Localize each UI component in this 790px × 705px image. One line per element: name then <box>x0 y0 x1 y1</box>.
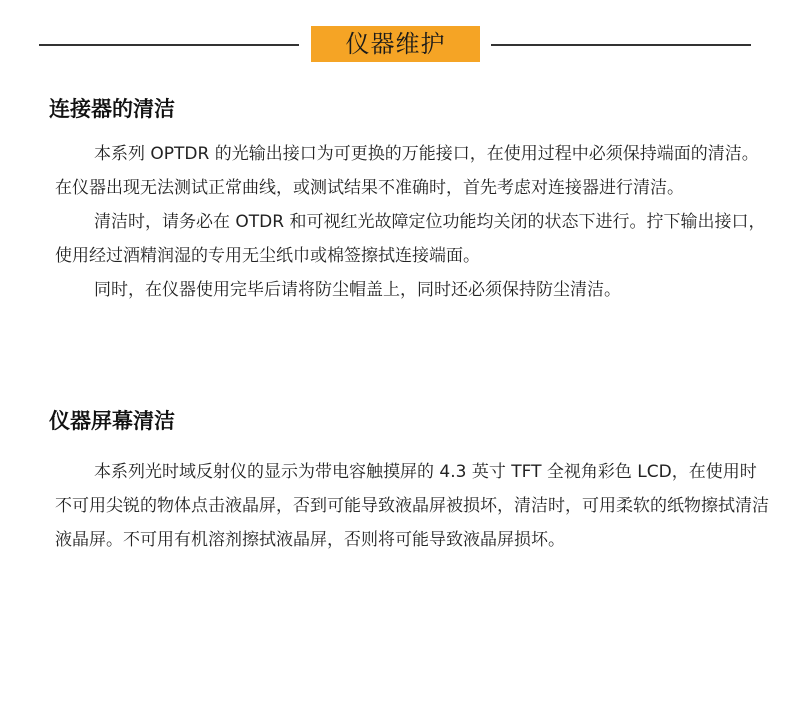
header-divider-right <box>491 44 751 46</box>
page-title: 仪器维护 <box>311 26 480 62</box>
paragraph: 同时，在仪器使用完毕后请将防尘帽盖上，同时还必须保持防尘清洁。 <box>94 280 621 300</box>
section-body-screen-cleaning <box>55 455 770 557</box>
paragraph: 本系列 OPTDR 的光输出接口为可更换的万能接口，在使用过程中必须保持端面的清洁。在仪器出现无法测试正常曲线，或测试结果不准确时，首先考虑对连接器进行清洁。 <box>55 144 759 198</box>
paragraph: 清洁时，请务必在 OTDR 和可视红光故障定位功能均关闭的状态下进行。拧下输出接口，使用经过酒精润湿的专用无尘纸巾或棉签擦拭连接端面。 <box>55 212 766 266</box>
section-title-connector-cleaning: 连接器的清洁 <box>49 97 175 121</box>
header-divider-left <box>39 44 299 46</box>
section-title-screen-cleaning: 仪器屏幕清洁 <box>49 409 175 433</box>
paragraph: 本系列光时域反射仪的显示为带电容触摸屏的 4.3 英寸 TFT 全视角彩色 LCD，在使用时不可用尖锐的物体点击液晶屏，否到可能导致液晶屏被损坏，清洁时，可用柔软的纸物擦拭清洁液晶屏。不可用有机溶剂擦拭液晶屏，否则将可能导致液晶屏损坏。 <box>55 462 769 550</box>
section-body-connector-cleaning <box>55 137 770 307</box>
